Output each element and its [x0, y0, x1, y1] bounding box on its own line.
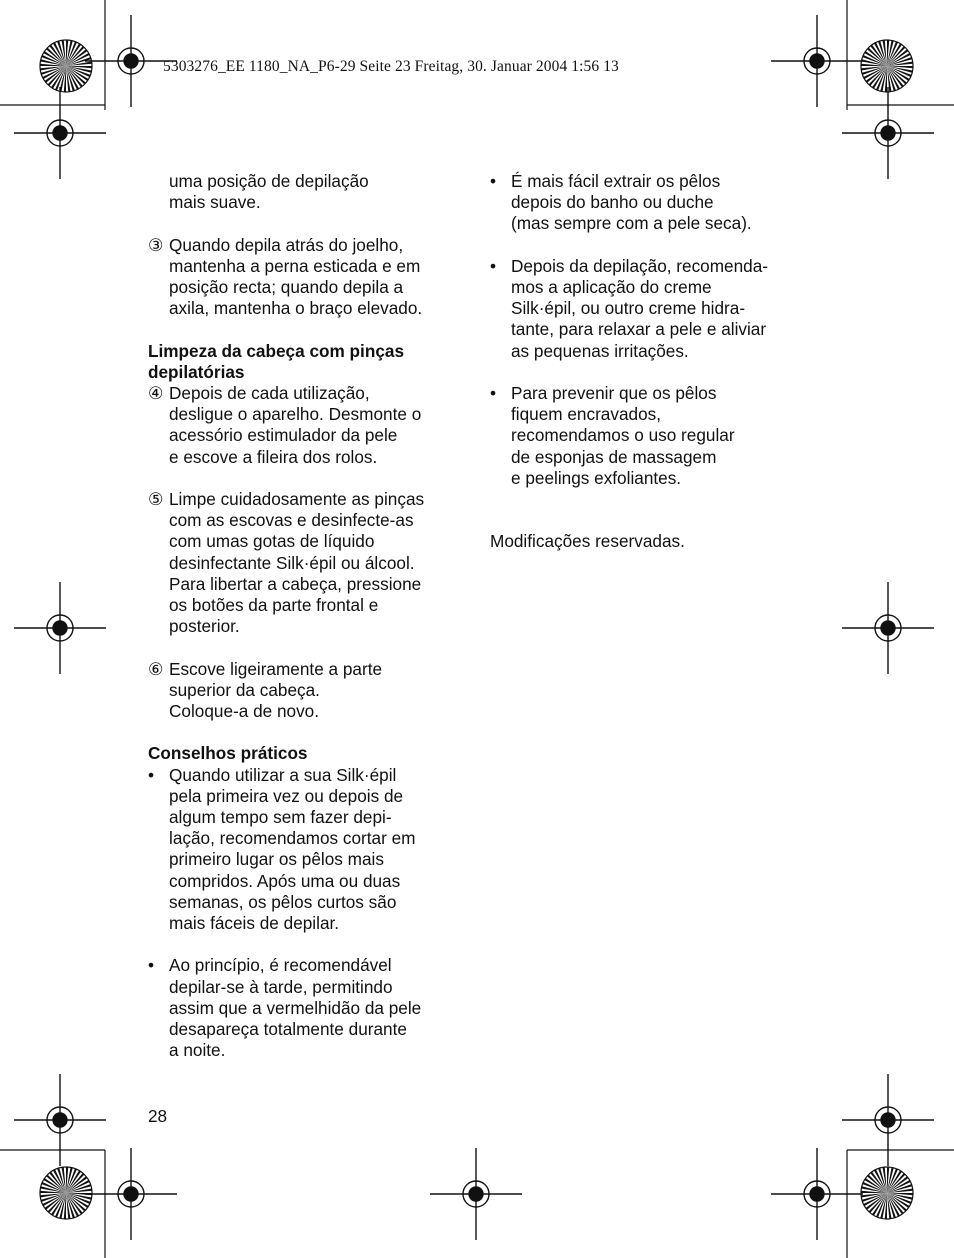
step-3: ③ Quando depila atrás do joelho, mantenha a perna esticada e em posição recta; quando depila a axila, mantenha o braço elevado.: [148, 234, 423, 319]
registration-mark-icon: [85, 1148, 177, 1240]
registration-mark-icon: [842, 87, 934, 179]
list-item: • Ao princípio, é recomendável depilar-se à tarde, permitindo assim que a vermelhidão da pele desapareça totalmente durante a noite.: [148, 955, 422, 1061]
bullet: •: [490, 383, 497, 403]
registration-mark-icon: [842, 1074, 934, 1166]
list-item: • É mais fácil extrair os pêlos depois do banho ou duche (mas sempre com a pele seca).: [490, 171, 752, 234]
starburst-target-icon: [861, 1167, 913, 1219]
starburst-target-icon: [861, 40, 913, 92]
registration-mark-icon: [771, 1148, 863, 1240]
left-column: [148, 171, 458, 1083]
print-header: 5303276_EE 1180_NA_P6-29 Seite 23 Freitag, 30. Januar 2004 1:56 13: [163, 58, 619, 75]
bullet: •: [148, 764, 155, 785]
registration-mark-icon: [14, 1074, 106, 1166]
bullet: •: [490, 255, 497, 276]
starburst-target-icon: [40, 40, 92, 92]
right-column: [490, 171, 810, 573]
bullet: •: [490, 171, 497, 191]
registration-mark-icon: [771, 15, 863, 107]
list-item: • Quando utilizar a sua Silk·épil pela primeira vez ou depois de algum tempo sem fazer depi- lação, recomendamos cortar em primeiro lugar os pêlos mais compridos. Após uma ou duas semanas, os pêlos curtos são mais fáceis de depilar.: [148, 764, 416, 934]
starburst-target-icon: [40, 1167, 92, 1219]
section-heading-cleaning: Limpeza da cabeça com pinças depilatórias: [148, 340, 405, 382]
registration-mark-icon: [14, 87, 106, 179]
section-heading-tips: Conselhos práticos: [148, 743, 308, 764]
list-item: • Depois da depilação, recomenda- mos a aplicação do creme Silk·épil, ou outro creme hidra- tante, para relaxar a pele e aliviar as pequenas irritações.: [490, 255, 769, 361]
registration-mark-icon: [14, 582, 106, 674]
step-number: ⑥: [148, 658, 164, 679]
registration-mark-icon: [430, 1148, 522, 1240]
step-5: ⑤ Limpe cuidadosamente as pinças com as escovas e desinfecte-as com umas gotas de líquido desinfectante Silk·épil ou álcool. Para libertar a cabeça, pressione os botões da parte frontal e posterior.: [148, 489, 425, 637]
step-number: ④: [148, 383, 164, 403]
step-6: ⑥ Escove ligeiramente a parte superior da cabeça. Coloque-a de novo.: [148, 658, 383, 722]
step-number: ⑤: [148, 489, 164, 509]
intro-text: uma posição de depilação mais suave.: [169, 171, 369, 213]
reservation-note: Modificações reservadas.: [490, 531, 685, 552]
list-item: • Para prevenir que os pêlos fiquem encravados, recomendamos o uso regular de esponjas de massagem e peelings exfoliantes.: [490, 383, 735, 488]
step-number: ③: [148, 234, 164, 255]
page-number: 28: [148, 1106, 168, 1126]
bullet: •: [148, 955, 155, 976]
registration-mark-icon: [842, 582, 934, 674]
step-4: ④ Depois de cada utilização, desligue o aparelho. Desmonte o acessório estimulador da pele e escove a fileira dos rolos.: [148, 383, 422, 467]
